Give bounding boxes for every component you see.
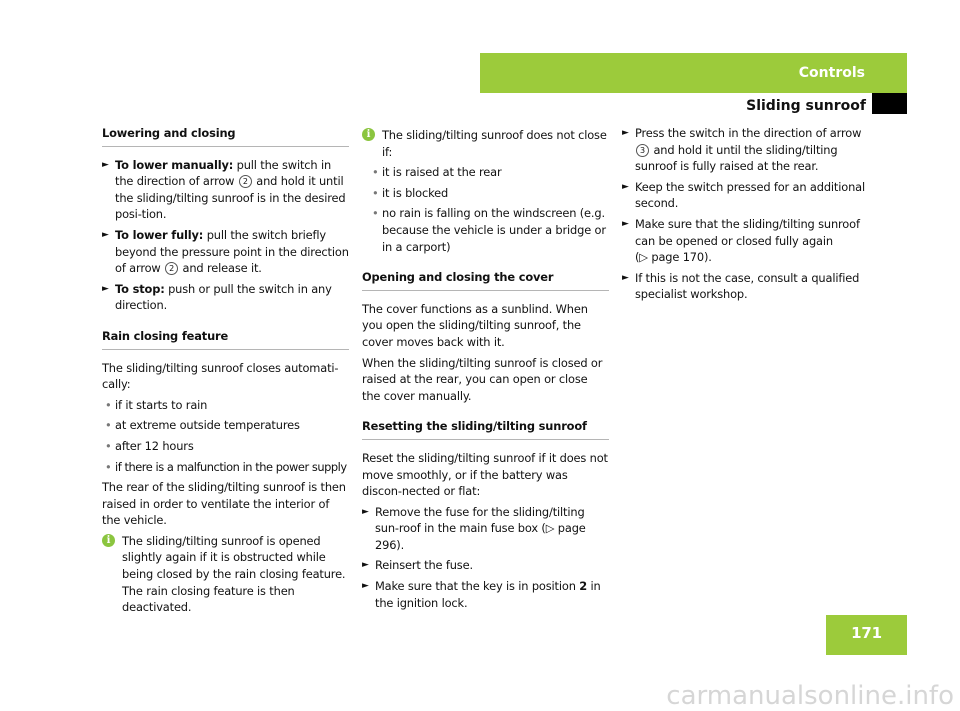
list-item: • it is raised at the rear	[369, 164, 609, 181]
arrow-number-badge: 2	[239, 175, 252, 188]
column-1	[102, 125, 349, 620]
info-note: i The sliding/tilting sunroof does not close if:	[362, 127, 609, 160]
step-lower-manually: ► To lower manually: pull the switch in the direction of arrow 2 and hold it until the sliding/tilting sunroof is in the desired posi-tion.	[102, 157, 346, 222]
step-make-sure: ► Make sure that the sliding/tilting sunroof can be opened or closed fully again (▷ page 170).	[622, 216, 860, 265]
heading-rain-closing: Rain closing feature	[102, 328, 349, 350]
paragraph: Reset the sliding/tilting sunroof if it does not move smoothly, or if the battery was discon-nected or flat:	[362, 450, 608, 499]
step-press-switch: ► Press the switch in the direction of arrow 3 and hold it until the sliding/tilting sunroof is fully raised at the rear.	[622, 126, 862, 174]
paragraph: When the sliding/tilting sunroof is closed or raised at the rear, you can open or close the cover manually.	[362, 355, 603, 403]
step-remove-fuse: ► Remove the fuse for the sliding/tilting sun-roof in the main fuse box (▷ page 296).	[362, 504, 586, 552]
step-stop: ► To stop: push or pull the switch in any direction.	[102, 281, 332, 313]
info-note: i The sliding/tilting sunroof is opened slightly again if it is obstructed while being closed by the rain closing feature. The rain closing feature is then deactivated.	[102, 533, 349, 616]
list-item: • it is blocked	[369, 185, 609, 202]
chapter-title: Controls	[798, 65, 865, 81]
arrow-bullet-icon: ►	[362, 581, 369, 592]
arrow-bullet-icon: ►	[622, 218, 629, 229]
arrow-bullet-icon: ►	[362, 560, 369, 571]
arrow-number-badge: 2	[165, 262, 178, 275]
arrow-bullet-icon: ►	[102, 159, 109, 170]
header-marker	[872, 93, 907, 114]
list-item: • if there is a malfunction in the power supply	[102, 459, 349, 476]
step-keep-pressed: ► Keep the switch pressed for an additional second.	[622, 179, 865, 211]
arrow-bullet-icon: ►	[622, 181, 629, 192]
step-lower-fully: ► To lower fully: pull the switch briefly beyond the pressure point in the direction of arrow 2 and release it.	[102, 227, 349, 276]
arrow-bullet-icon: ►	[102, 283, 109, 294]
column-3	[622, 125, 869, 307]
section-title: Sliding sunroof	[746, 98, 866, 114]
list-item: • after 12 hours	[102, 438, 349, 455]
page-number: 171	[851, 624, 882, 642]
page-number-box	[826, 615, 907, 655]
arrow-bullet-icon: ►	[102, 229, 109, 240]
page-ref-icon: ▷	[639, 250, 652, 265]
step-reinsert-fuse: ► Reinsert the fuse.	[362, 558, 473, 573]
arrow-number-badge: 3	[636, 144, 649, 157]
paragraph: The sliding/tilting sunroof closes automati-cally:	[102, 360, 339, 392]
arrow-bullet-icon: ►	[362, 506, 369, 517]
step-key-position: ► Make sure that the key is in position 2 in the ignition lock.	[362, 579, 601, 610]
info-icon: i	[102, 534, 115, 547]
page-ref-link[interactable]: page 296	[375, 521, 586, 552]
page-ref-icon: ▷	[545, 521, 558, 536]
step-consult-workshop: ► If this is not the case, consult a qualified specialist workshop.	[622, 270, 860, 302]
heading-opening-cover: Opening and closing the cover	[362, 269, 609, 291]
arrow-bullet-icon: ►	[622, 272, 629, 283]
heading-lowering-closing: Lowering and closing	[102, 125, 349, 147]
page-ref-link[interactable]: page 170	[651, 250, 705, 265]
column-2	[362, 127, 609, 615]
paragraph: The rear of the sliding/tilting sunroof is then raised in order to ventilate the interior of the vehicle.	[102, 480, 346, 528]
arrow-bullet-icon: ►	[622, 128, 629, 138]
chapter-tab	[480, 53, 907, 93]
list-item: • at extreme outside temperatures	[102, 417, 349, 434]
list-item: • if it starts to rain	[102, 397, 349, 414]
info-icon: i	[362, 128, 375, 141]
paragraph: The cover functions as a sunblind. When you open the sliding/tilting sunroof, the cover moves back with it.	[362, 301, 588, 349]
heading-resetting: Resetting the sliding/tilting sunroof	[362, 418, 609, 440]
watermark: carmanualsonline.info	[666, 681, 954, 711]
list-item: • no rain is falling on the windscreen (e.g. because the vehicle is under a bridge or in a carport)	[369, 205, 609, 255]
